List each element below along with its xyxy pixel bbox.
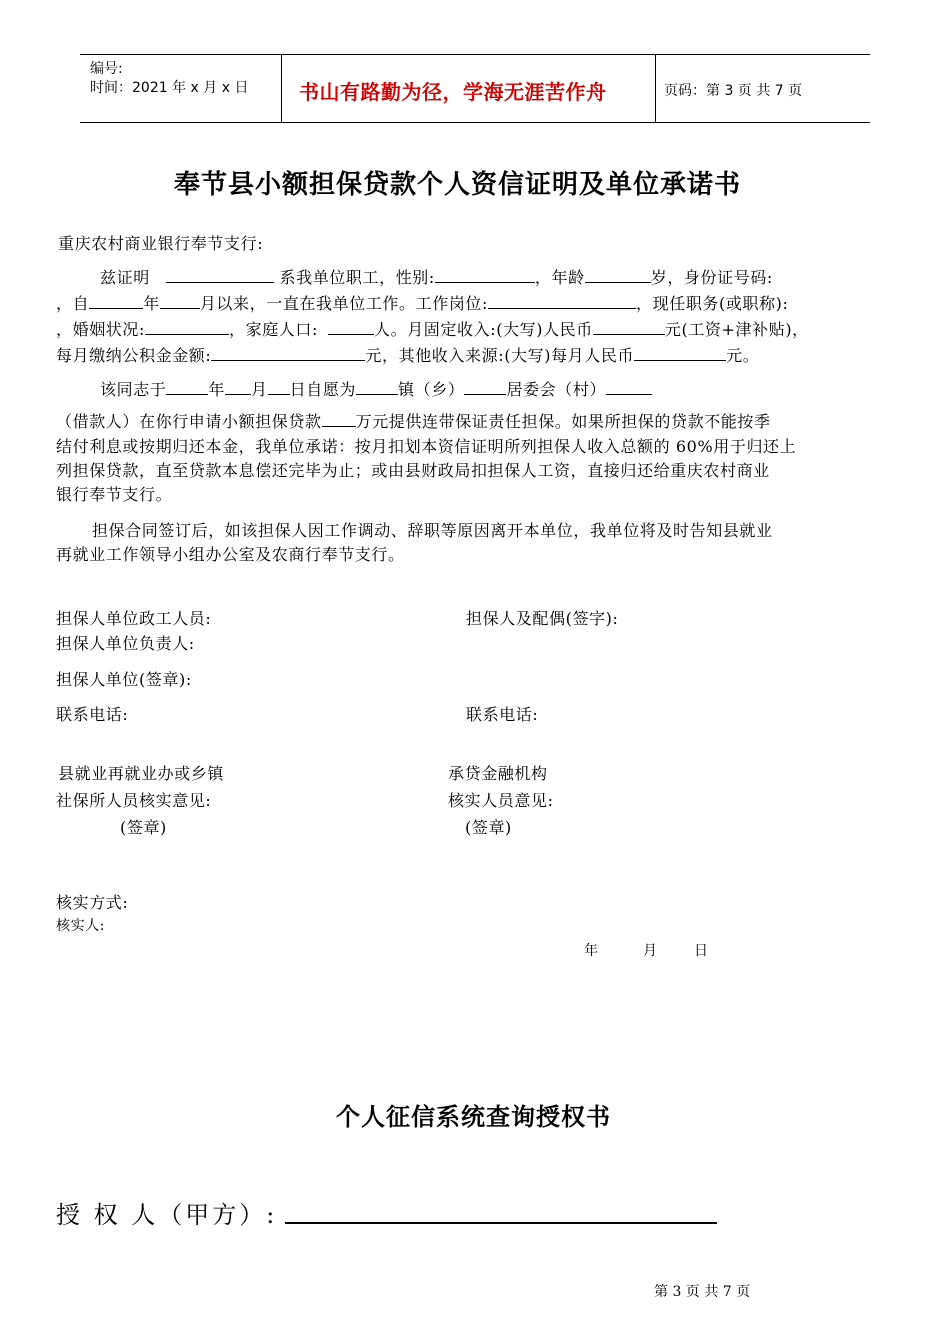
para3-line1: 担保合同签订后，如该担保人因工作调动、辞职等原因离开本单位，我单位将及时告知县就业 (92, 521, 773, 540)
age-blank[interactable] (585, 265, 651, 283)
date-day-label: 日 (694, 943, 709, 959)
header-divider (281, 54, 282, 122)
text: 人。月固定收入:(大写)人民币 (374, 320, 593, 339)
text: 元(工资+津补贴)， (664, 320, 809, 339)
addressee: 重庆农村商业银行奉节支行: (58, 234, 264, 253)
authorization-title: 个人征信系统查询授权书 (336, 1103, 611, 1131)
document-title: 奉节县小额担保贷款个人资信证明及单位承诺书 (174, 170, 742, 200)
head-label: 担保人单位负责人: (56, 634, 195, 653)
text: 居委会（村） (506, 380, 607, 399)
footer-page-number: 第 3 页 共 7 页 (654, 1284, 751, 1300)
text: 元，其他收入来源:(大写)每月人民币 (365, 346, 635, 365)
text: 年 (143, 294, 160, 313)
text: 月 (251, 380, 268, 399)
para2-line5: 银行奉节支行。 (56, 485, 173, 504)
text: 月以来，一直在我单位工作。工作岗位: (199, 294, 489, 313)
town-blank[interactable] (356, 377, 398, 395)
village-blank[interactable] (606, 377, 652, 395)
other-income-blank[interactable] (634, 343, 726, 361)
para2-line3: 结付利息或按期归还本金，我单位承诺：按月扣划本资信证明所列担保人收入总额的 60%用于归还上 (56, 437, 797, 456)
text: 万元提供连带保证责任担保。如果所担保的贷款不能按季 (355, 412, 771, 431)
date-day-blank[interactable] (268, 377, 290, 395)
lender-label-line1: 承贷金融机构 (448, 764, 548, 783)
committee-blank[interactable] (464, 377, 506, 395)
name-blank[interactable] (166, 265, 274, 283)
doc-time-label: 时间：2021 年 x 月 x 日 (90, 80, 249, 96)
header-bottom-rule (80, 122, 870, 123)
phone-label-left: 联系电话: (56, 705, 129, 724)
start-year-blank[interactable] (89, 291, 143, 309)
para1-line3 (56, 317, 809, 340)
date-month-label: 月 (643, 943, 658, 959)
para3-line2: 再就业工作领导小组办公室及农商行奉节支行。 (56, 545, 405, 564)
spouse-signature-label: 担保人及配偶(签字): (466, 609, 619, 628)
para1-line1 (100, 265, 773, 288)
verifier-label: 核实人: (56, 918, 106, 934)
phone-label-right: 联系电话: (466, 705, 539, 724)
header-divider (655, 54, 656, 122)
text: 年 (208, 380, 226, 399)
para1-line4 (56, 343, 759, 366)
text: 兹证明 (100, 268, 150, 287)
text: 日自愿为 (289, 380, 357, 399)
lender-label-line2: 核实人员意见: (448, 791, 554, 810)
office-label-line1: 县就业再就业办或乡镇 (58, 764, 225, 783)
office-seal-label: (签章) (120, 818, 167, 837)
date-year-label: 年 (584, 943, 599, 959)
authorizer-name-blank[interactable] (285, 1222, 717, 1224)
para2-line1 (100, 377, 652, 400)
doc-number-label: 编号: (90, 61, 123, 77)
post-blank[interactable] (488, 291, 636, 309)
header-top-rule (80, 54, 870, 55)
para2-line4: 列担保贷款，直至贷款本息偿还完毕为止；或由县财政局扣担保人工资，直接归还给重庆农村商业 (56, 461, 770, 480)
text: 岁，身份证号码: (650, 268, 773, 287)
text: ，年龄 (534, 268, 585, 287)
start-month-blank[interactable] (160, 291, 200, 309)
family-size-blank[interactable] (328, 317, 374, 335)
marital-blank[interactable] (145, 317, 229, 335)
income-blank[interactable] (593, 317, 665, 335)
loan-amount-blank[interactable] (322, 409, 356, 427)
page-indicator: 页码：第 3 页 共 7 页 (664, 83, 803, 99)
unit-seal-label: 担保人单位(签章): (56, 670, 192, 689)
text: ，自 (56, 294, 90, 313)
authorizer-label: 授 权 人（甲方）: (56, 1201, 278, 1229)
text: ，婚姻状况: (56, 320, 145, 339)
text: 镇（乡） (398, 380, 465, 399)
gender-blank[interactable] (435, 265, 535, 283)
text: （借款人）在你行申请小额担保贷款 (56, 412, 322, 431)
text: 该同志于 (100, 380, 167, 399)
date-month-blank[interactable] (225, 377, 251, 395)
text: ，现任职务(或职称): (636, 294, 789, 313)
date-year-blank[interactable] (166, 377, 208, 395)
office-label-line2: 社保所人员核实意见: (56, 791, 212, 810)
fund-blank[interactable] (211, 343, 365, 361)
staff-label: 担保人单位政工人员: (56, 609, 212, 628)
text: 系我单位职工，性别: (279, 268, 435, 287)
text: 每月缴纳公积金金额: (56, 346, 212, 365)
text: 元。 (726, 346, 760, 365)
header-motto: 书山有路勤为径，学海无涯苦作舟 (299, 80, 607, 104)
para1-line2 (56, 291, 789, 314)
text: ，家庭人口: (229, 320, 318, 339)
verify-method-label: 核实方式: (56, 893, 129, 912)
para2-line2 (56, 409, 771, 432)
lender-seal-label: (签章) (465, 818, 512, 837)
